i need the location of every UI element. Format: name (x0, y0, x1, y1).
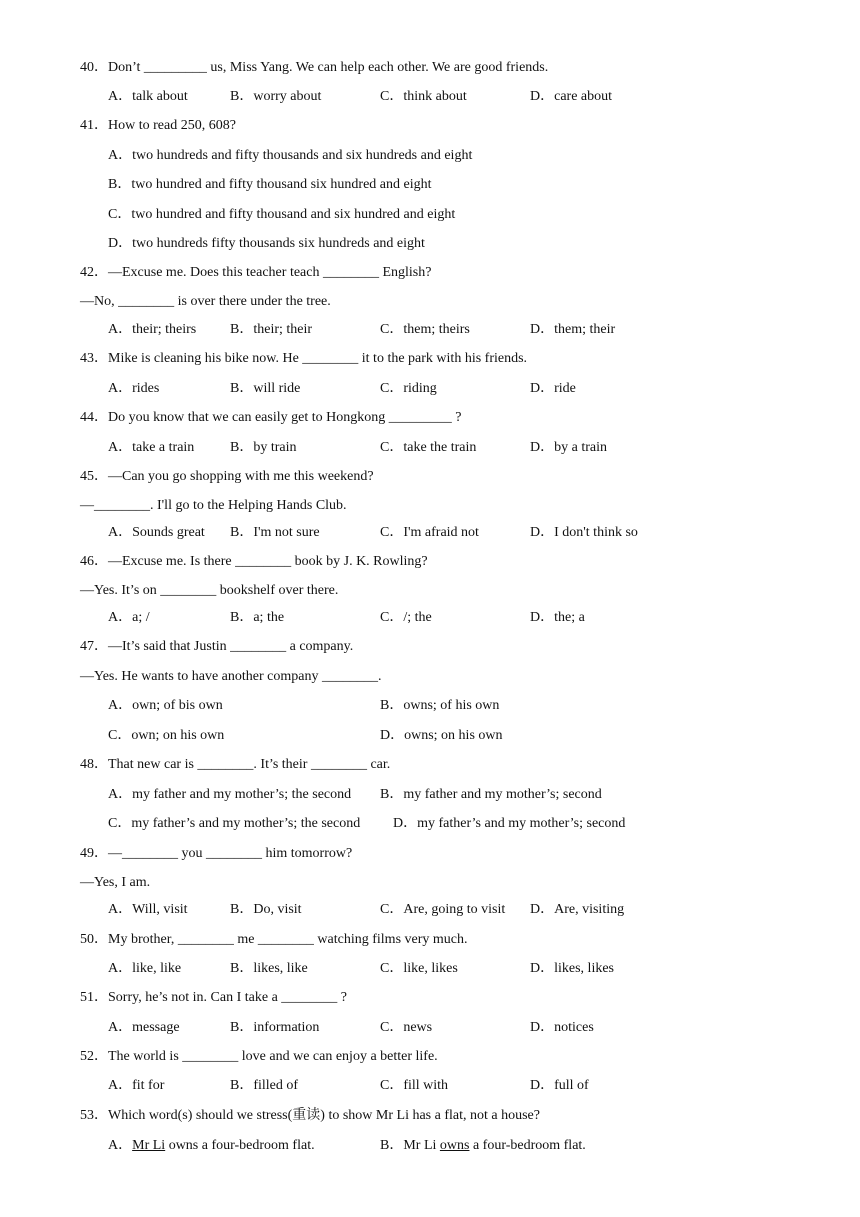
q42-option-c: C．them; theirs (380, 322, 470, 337)
q42-option-d: D．them; their (530, 322, 616, 337)
q47-option-a: A．own; of bis own (108, 698, 223, 713)
q53-option-b (380, 1137, 586, 1155)
q46-option-b: B．a; the (230, 610, 285, 625)
q41-option-a: A．two hundreds and fifty thousands and six hundreds and eight (108, 148, 473, 163)
q53-option-a-prefix: A． (108, 1138, 133, 1153)
question-49-stem-reply: —Yes, I am. (80, 875, 151, 890)
q52-option-a: A．fit for (108, 1078, 165, 1093)
q48-option-d: D．my father’s and my mother’s; second (393, 816, 626, 831)
q49-option-b: B．Do, visit (230, 902, 302, 917)
q45-option-a: A．Sounds great (108, 525, 205, 540)
question-43-stem: 43．Mike is cleaning his bike now. He ________ it to the park with his friends. (80, 351, 528, 366)
q43-option-d: D．ride (530, 381, 576, 396)
question-48-stem: 48．That new car is ________. It’s their ________ car. (80, 757, 391, 772)
q46-option-c: C．/; the (380, 610, 432, 625)
q53-option-a-suffix: owns a four-bedroom flat. (165, 1138, 315, 1153)
q44-option-a: A．take a train (108, 440, 195, 455)
q43-option-a: A．rides (108, 381, 160, 396)
q48-option-a: A．my father and my mother’s; the second (108, 787, 352, 802)
q53-option-a (108, 1137, 315, 1155)
q44-option-d: D．by a train (530, 440, 607, 455)
q45-option-b: B．I'm not sure (230, 525, 320, 540)
q45-option-d: D．I don't think so (530, 525, 638, 540)
q40-option-a: A．talk about (108, 89, 188, 104)
question-42-stem-reply: —No, ________ is over there under the tree. (80, 294, 331, 309)
q53-option-b-stressed-word: owns (439, 1138, 470, 1153)
q51-option-d: D．notices (530, 1020, 594, 1035)
q43-option-c: C．riding (380, 381, 437, 396)
q40-option-d: D．care about (530, 89, 613, 104)
question-46-stem-reply: —Yes. It’s on ________ bookshelf over there. (80, 583, 339, 598)
q49-option-d: D．Are, visiting (530, 902, 625, 917)
q41-option-c: C．two hundred and fifty thousand and six hundred and eight (108, 207, 456, 222)
q43-option-b: B．will ride (230, 381, 301, 396)
q49-option-a: A．Will, visit (108, 902, 188, 917)
q44-option-b: B．by train (230, 440, 297, 455)
question-46-stem: 46．—Excuse me. Is there ________ book by J. K. Rowling? (80, 554, 428, 569)
q42-option-b: B．their; their (230, 322, 313, 337)
q47-option-c: C．own; on his own (108, 728, 225, 743)
q46-option-a: A．a; / (108, 610, 150, 625)
q51-option-a: A．message (108, 1020, 180, 1035)
question-41-stem: 41．How to read 250, 608? (80, 118, 236, 133)
q50-option-b: B．likes, like (230, 961, 308, 976)
q46-option-d: D．the; a (530, 610, 585, 625)
q50-option-a: A．like, like (108, 961, 182, 976)
q51-option-c: C．news (380, 1020, 433, 1035)
q48-option-b: B．my father and my mother’s; second (380, 787, 602, 802)
q52-option-c: C．fill with (380, 1078, 449, 1093)
question-40-stem: 40．Don’t _________ us, Miss Yang. We can help each other. We are good friends. (80, 60, 549, 75)
question-44-stem: 44．Do you know that we can easily get to Hongkong _________ ? (80, 410, 462, 425)
question-47-stem-reply: —Yes. He wants to have another company ________. (80, 669, 382, 684)
question-50-stem: 50．My brother, ________ me ________ watching films very much. (80, 932, 468, 947)
q53-option-b-suffix: a four-bedroom flat. (469, 1138, 586, 1153)
q47-option-b: B．owns; of his own (380, 698, 500, 713)
question-42-stem: 42．—Excuse me. Does this teacher teach ________ English? (80, 265, 432, 280)
q52-option-d: D．full of (530, 1078, 589, 1093)
q40-option-c: C．think about (380, 89, 467, 104)
q44-option-c: C．take the train (380, 440, 477, 455)
q41-option-d: D．two hundreds fifty thousands six hundreds and eight (108, 236, 425, 251)
q51-option-b: B．information (230, 1020, 320, 1035)
question-47-stem: 47．—It’s said that Justin ________ a company. (80, 639, 354, 654)
q42-option-a: A．their; theirs (108, 322, 197, 337)
question-51-stem: 51．Sorry, he’s not in. Can I take a ________ ? (80, 990, 347, 1005)
q50-option-c: C．like, likes (380, 961, 458, 976)
question-45-stem: 45．—Can you go shopping with me this weekend? (80, 469, 374, 484)
q50-option-d: D．likes, likes (530, 961, 614, 976)
question-45-stem-reply: —________. I'll go to the Helping Hands Club. (80, 498, 347, 513)
question-52-stem: 52．The world is ________ love and we can enjoy a better life. (80, 1049, 438, 1064)
q49-option-c: C．Are, going to visit (380, 902, 506, 917)
question-49-stem: 49．—________ you ________ him tomorrow? (80, 846, 353, 861)
q41-option-b: B．two hundred and fifty thousand six hundred and eight (108, 177, 432, 192)
q53-option-a-stressed-word: Mr Li (132, 1138, 166, 1153)
question-53-stem: 53．Which word(s) should we stress(重读) to show Mr Li has a flat, not a house? (80, 1108, 540, 1123)
q40-option-b: B．worry about (230, 89, 322, 104)
q45-option-c: C．I'm afraid not (380, 525, 479, 540)
q53-option-b-prefix: B．Mr Li (380, 1138, 440, 1153)
q48-option-c: C．my father’s and my mother’s; the second (108, 816, 361, 831)
q47-option-d: D．owns; on his own (380, 728, 503, 743)
q52-option-b: B．filled of (230, 1078, 299, 1093)
